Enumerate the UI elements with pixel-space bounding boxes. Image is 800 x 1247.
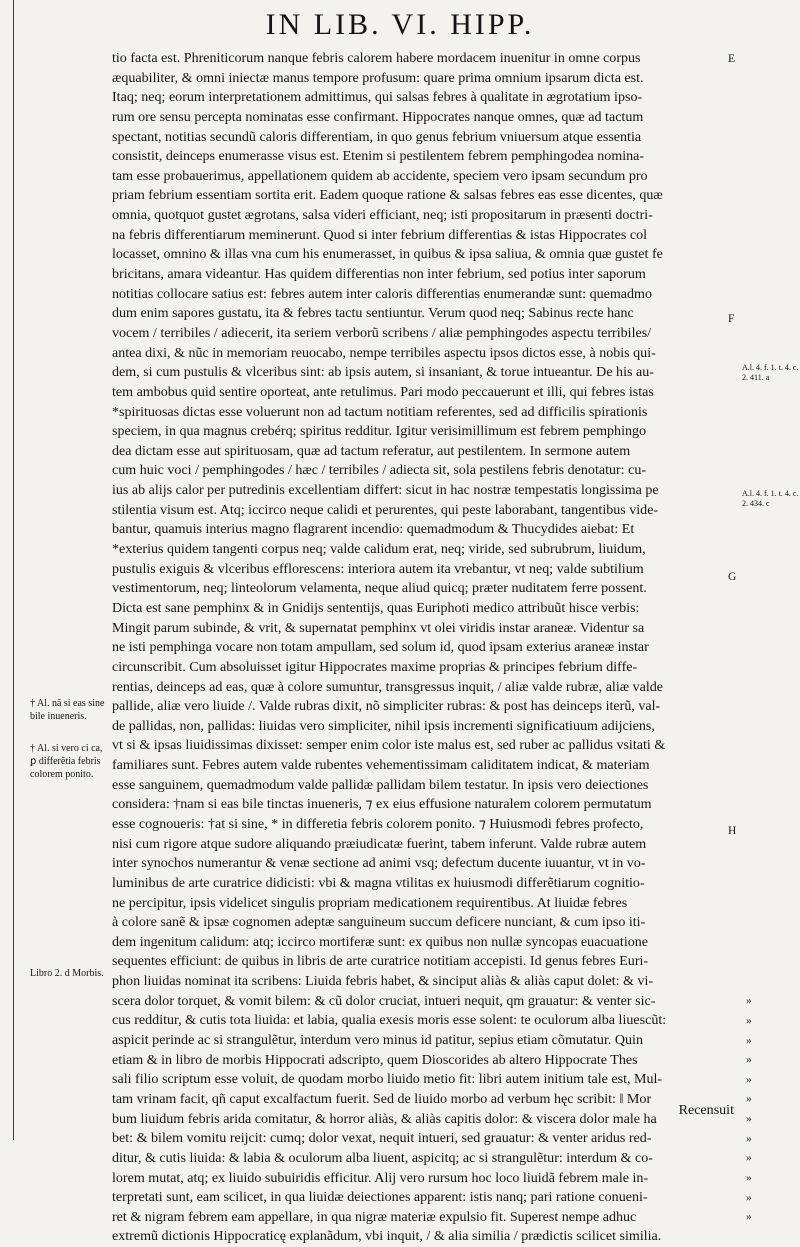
text-line: vestimentorum, neq; linteolorum velamenta, neque aliud quicq; præter nuditatem ferre possent.	[112, 580, 647, 597]
text-line: extremũ dictionis Hippocraticę explanãdum, vbi inquit, / & alia similia / prædictis scilicet similia.	[112, 1228, 662, 1245]
margin-reference-2: A.l. 4. f. 1. t. 4. c. 2. 434. c	[742, 489, 799, 508]
catchword: Recensuit	[678, 1102, 734, 1118]
text-line: ditur, & cutis liuida: & labia & oculorum alba liuent, aspicitq; ac si strangulẽtur: interdum & co-	[112, 1149, 653, 1166]
quotation-mark-icon: »	[746, 1113, 752, 1126]
text-line: phon liuidas nominat ita scribens: Liuida febris habet, & sinciput aliàs & aliàs caput dolet: & vi-	[112, 973, 654, 990]
quotation-mark-icon: »	[746, 1014, 752, 1027]
text-line: *spirituosas dictas esse voluerunt non ad tactum notitiam referentes, sed ad difficilis spirationis	[112, 403, 648, 420]
text-line: dea dictam esse aut spirituosam, quæ ad tactum referatur, aut pestilentem. In sermone autem	[112, 442, 631, 459]
text-line: dem ingenitum calidum: atq; iccirco mortiferæ sunt: ex quibus non nullæ syncopas euacuatione	[112, 933, 649, 950]
section-letter-g: G	[728, 571, 737, 583]
section-letter-f: F	[728, 313, 735, 325]
text-line: bet: & bilem vomitu reijcit: cumq; dolor vexat, nequit intueri, sed grauatur: & venter aridus red-	[112, 1130, 652, 1147]
margin-reference-1: A.l. 4. f. 1. t. 4. c. 2. 411. a	[742, 363, 799, 382]
text-line: priam febrium essentiam sortita erit. Eadem quoque ratione & salsas febres eas esse dicentes, quæ	[112, 187, 663, 204]
text-line: pustulis exiguis & vlceribus efflorescens: interiora autem ita vrebantur, vt neq; valde subtilium	[112, 560, 644, 577]
text-line: omnia, quotquot gustet ægrotans, salsa videri efficiant, neq; isti propositarum in præsenti doctri-	[112, 207, 653, 224]
text-line: na febris differentiarum meminerunt. Quod si inter febrium differentias & istas Hippocrates col	[112, 226, 648, 243]
text-line: familiares sunt. Febres autem valde rubentes vehementissimam caliditatem indicat, & materiam	[112, 757, 650, 774]
text-line: locasset, omnino & illas vna cum his enumerasset, in quibus & ipsa saliua, & omnia quæ gustet fe	[112, 246, 663, 263]
text-line: bricitans, amara videantur. Has quidem differentias non inter febrium, sed potius inter saporum	[112, 266, 646, 283]
text-line: pallide, aliæ vero liuide /. Valde rubras dixit, nõ simpliciter rubras: & post has deinceps iterũ, val-	[112, 698, 661, 715]
page-title: IN LIB. VI. HIPP.	[265, 8, 535, 41]
text-line: lorem mutat, atq; ex liuido subuiridis efficitur. Alij vero rursum hoc loco liuidã febrem male in-	[112, 1169, 649, 1186]
margin-note-variant-1: † Al. nã si eas sine bile inueneris.	[30, 698, 105, 722]
text-line: nisi cum rigore atque sudore aliquando præiudicatæ fuerint, tabem inferunt. Valde rubræ autem	[112, 835, 647, 852]
text-line: Mingit parum subinde, & vrit, & supernatat pemphinx vt olei viridis instar araneæ. Videntur sa	[112, 619, 645, 636]
text-line: consistit, deinceps enumerasse visus est. Etenim si pestilentem febrem pemphingodea nomina-	[112, 148, 645, 165]
text-line: stilentia visum est. Atq; iccirco neque calidi et perurentes, qui peste laborabant, tangentibus vide-	[112, 501, 659, 518]
text-line: dum enim sapores gustatu, ita & febres tactu sentiuntur. Verum quod neq; Sabinus recte hanc	[112, 305, 634, 322]
body-text	[112, 49, 724, 1247]
quotation-mark-icon: »	[746, 1073, 752, 1086]
text-line: ret & nigram febrem eam appellare, in qua nigræ materiæ expulsio fit. Superest nempe adhuc	[112, 1208, 637, 1225]
quotation-mark-icon: »	[746, 1034, 752, 1047]
text-line: spectant, notitias secundũ caloris differentiam, in quo genus febrium vniuersum atque essentia	[112, 128, 642, 145]
section-letter-h: H	[728, 825, 737, 837]
quotation-mark-icon: »	[746, 1152, 752, 1165]
text-line: esse sanguinem, quemadmodum valde pallidæ pallidam bilem testatur. In ipsis vero deiectiones	[112, 776, 649, 793]
text-line: rum ore sensu percepta nominatas esse confirmant. Hippocrates nanque omnes, quæ ad tactum	[112, 108, 644, 125]
text-line: cus redditur, & cutis tota liuida: et labia, qualia exesis moris esse solent: te oculorum alba liuescũt:	[112, 1012, 667, 1029]
margin-note-variant-2: † Al. si vero ci ca, ꝑ differẽtia febris colorem ponito.	[30, 743, 103, 780]
text-line: scera dolor torquet, & vomit bilem: & cũ dolor cruciat, intueri nequit, qm grauatur: & venter sic-	[112, 992, 656, 1009]
text-line: tam vrinam facit, qñ caput excalfactum fuerit. Sed de liuido morbo ad verbum hęc scribit: ‖ Mor	[112, 1090, 652, 1107]
margin-note-libro: Libro 2. d Morbis.	[30, 968, 104, 979]
quotation-mark-icon: »	[746, 1054, 752, 1067]
text-line: terpretati sunt, eam scilicet, in qua liuidæ deiectiones apparent: istis nanq; pari ratione conueni-	[112, 1189, 648, 1206]
quotation-mark-icon: »	[746, 1172, 752, 1185]
text-line: Dicta est sane pemphinx & in Gnidijs sententijs, quas Euriphoti medico attribuũt hisce verbis:	[112, 599, 640, 616]
text-line: esse cognoueris: †at si sine, * in differetia febris colorem ponito. ⁊ Huiusmodi febres profecto,	[112, 815, 644, 832]
quotation-mark-icon: »	[746, 1191, 752, 1204]
text-line: *exterius quidem tangenti corpus neq; valde calidum erat, neq; viride, sed subrubrum, liuidum,	[112, 541, 646, 558]
text-line: sequentes efficiunt: de quibus in libris de arte curatrice notitiam accepisti. Id genus febres Euri-	[112, 953, 649, 970]
quotation-mark-icon: »	[746, 1132, 752, 1145]
text-line: antea dixi, & nũc in memoriam reuocabo, nempe terribiles aspectu ipsos dictos esse, à nobis qui-	[112, 344, 656, 361]
text-line: à colore sanẽ & ipsæ cognomen adeptæ sanguineum succum deficere nunciant, & cum ipso iti-	[112, 914, 646, 931]
text-line: Itaq; neq; eorum interpretationem admittimus, qui salsas febres à qualitate in ægrotatium ipso-	[112, 89, 643, 106]
text-line: etiam & in libro de morbis Hippocrati adscripto, quem Dioscorides ab altero Hippocrate Thes	[112, 1051, 638, 1068]
text-line: speciem, in qua magnus crebérq; spiritus redditur. Igitur verisimillimum est febrem pemphingo	[112, 423, 647, 440]
text-line: circunscribit. Cum absoluisset igitur Hippocrates maxime proprias & principes febrium diffe-	[112, 658, 638, 675]
text-line: ius ab alijs calor per putredinis excellentiam differt: sicut in hac nostræ tempestatis longissima pe	[112, 482, 659, 499]
text-line: sali filio scriptum esse voluit, de quodam morbo liuido metio fit: libri autem initium tale est, Mul-	[112, 1071, 663, 1088]
text-line: notitias collocare satius est: febres autem inter caloris differentias enumerandæ sunt: quemadmo	[112, 285, 652, 302]
text-line: cum huic voci / pemphingodes / hæc / terribiles / adiecta sit, sola pestilens febris denotatur: cu-	[112, 462, 647, 479]
text-line: ne isti pemphinga vocare non totam ampullam, sed solum id, quod ipsam exterius araneæ instar	[112, 639, 649, 656]
text-line: bum liuidum febris arida comitatur, & horror aliàs, & aliàs capitis dolor: & viscera dolor male ha	[112, 1110, 657, 1127]
text-line: aspicit perinde ac si strangulẽtur, interdum vero minus id patitur, sepius etiam cõmutatur. Quin	[112, 1032, 643, 1049]
text-line: vt si & ipsas liuidissimas dixisset: semper enim color iste malus est, sed ruber ac pallidus vsitati &	[112, 737, 666, 754]
text-line: bantur, quamuis interius magno flagrarent incendio: quemadmodum & Thucydides aiebat: Et	[112, 521, 635, 538]
text-line: tem ambobus quid sentire oporteat, ante retulimus. Pari modo peccauerunt et illi, qui febres istas	[112, 383, 654, 400]
quotation-mark-icon: »	[746, 1211, 752, 1224]
text-line: luminibus de arte curatrice didicisti: vbi & magna vtilitas ex huiusmodi differẽtiarum cognitio-	[112, 874, 645, 891]
text-line: tio facta est. Phreniticorum nanque febris calorem habere mordacem inuenitur in omne corpus	[112, 50, 641, 66]
text-line: de pallidas, non, pallidas: liuidas vero simpliciter, nihil ipsis incrementi significatiuum adijciens,	[112, 717, 655, 734]
section-letter-e: E	[728, 53, 736, 65]
text-line: ne percipitur, ipsis videlicet singulis propriam medicationem requirentibus. At liuidæ febres	[112, 894, 628, 911]
text-line: dem, si cum pustulis & vlceribus sint: ab ipsis autem, si insaniant, & torue intueantur. De his au-	[112, 364, 654, 381]
text-line: inter synochos numerantur & venæ sectione ad animi vsq; defectum ducente iuuantur, vt in vo-	[112, 855, 646, 872]
text-line: considera: †nam si eas bile tinctas inueneris, ⁊ ex eius effusione naturalem colorem permutatum	[112, 796, 652, 813]
text-line: tam esse probauerimus, appellationem quidem ab accidente, speciem vero ipsam secundum pro	[112, 167, 648, 184]
quotation-mark-icon: »	[746, 1093, 752, 1106]
text-line: æquabiliter, & omni iniectæ manus tempore profusum: quare prima omnium ipsarum dicta est.	[112, 69, 644, 86]
text-line: vocem / terribiles / adiecerit, ita seriem verborũ scribens / aliæ pemphingodes aspectu terribiles/	[112, 324, 652, 341]
page-edge-rule	[13, 0, 14, 1140]
quotation-mark-icon: »	[746, 995, 752, 1008]
text-line: rentias, deinceps ad eas, quæ à colore sumuntur, transgressus inquit, / aliæ valde rubræ, aliæ valde	[112, 678, 664, 695]
